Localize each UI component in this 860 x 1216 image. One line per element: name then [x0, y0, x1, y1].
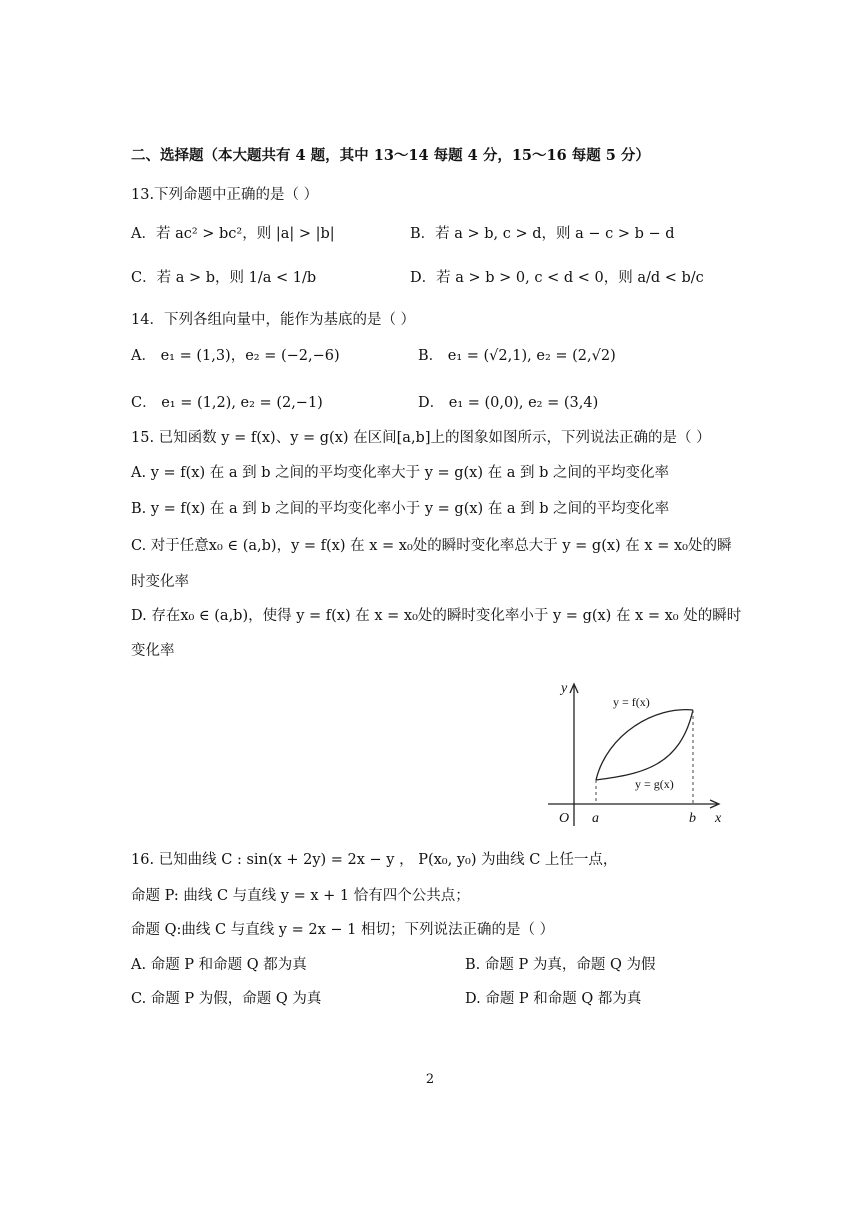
q14-stem: 14．下列各组向量中，能作为基底的是（ ）	[131, 312, 416, 328]
y-axis-label: y	[561, 681, 568, 696]
q13-option-b: B．若 a > b, c > d，则 a − c > b − d	[410, 226, 675, 242]
q15-option-a: A. y = f(x) 在 a 到 b 之间的平均变化率大于 y = g(x) 在 a 到 b 之间的平均变化率	[131, 465, 669, 481]
q16-option-c: C. 命题 P 为假，命题 Q 为真	[131, 991, 322, 1007]
q14-option-c: C． e₁ = (1,2), e₂ = (2,−1)	[131, 395, 323, 411]
q13-stem: 13.下列命题中正确的是（ ）	[131, 187, 319, 203]
f-curve-label: y = f(x)	[613, 695, 650, 709]
q15-option-c-line1: C. 对于任意x₀ ∈ (a,b)，y = f(x) 在 x = x₀处的瞬时变化率总大于 y = g(x) 在 x = x₀处的瞬	[131, 538, 732, 554]
q16-option-b: B. 命题 P 为真，命题 Q 为假	[465, 957, 656, 973]
q13-option-d: D．若 a > b > 0, c < d < 0，则 a/d < b/c	[410, 270, 704, 286]
q16-option-a: A. 命题 P 和命题 Q 都为真	[131, 957, 307, 973]
q14-option-d: D． e₁ = (0,0), e₂ = (3,4)	[418, 395, 599, 411]
q15-option-d-line1: D. 存在x₀ ∈ (a,b)，使得 y = f(x) 在 x = x₀处的瞬时变化率小于 y = g(x) 在 x = x₀ 处的瞬时	[131, 608, 742, 624]
x-axis-label: x	[715, 811, 722, 826]
b-label: b	[689, 811, 696, 826]
q15-option-b: B. y = f(x) 在 a 到 b 之间的平均变化率小于 y = g(x) 在 a 到 b 之间的平均变化率	[131, 501, 670, 517]
q14-option-a: A． e₁ = (1,3)，e₂ = (−2,−6)	[131, 348, 340, 364]
q15-option-c-line2: 时变化率	[131, 574, 189, 590]
q14-option-b: B． e₁ = (√2,1), e₂ = (2,√2)	[418, 348, 616, 364]
section-title: 二、选择题（本大题共有 4 题，其中 13～14 每题 4 分，15～16 每题 5 分）	[131, 147, 650, 164]
q13-option-c: C．若 a > b，则 1/a < 1/b	[131, 270, 317, 286]
q16-proposition-p: 命题 P: 曲线 C 与直线 y = x + 1 恰有四个公共点；	[131, 888, 470, 904]
page-number: 2	[425, 1072, 435, 1087]
q15-option-d-line2: 变化率	[131, 643, 175, 659]
function-graph	[545, 676, 730, 831]
q16-proposition-q: 命题 Q:曲线 C 与直线 y = 2x − 1 相切；下列说法正确的是（ ）	[131, 922, 555, 938]
q16-option-d: D. 命题 P 和命题 Q 都为真	[465, 991, 642, 1007]
a-label: a	[592, 811, 599, 826]
origin-label: O	[559, 811, 570, 826]
q15-stem: 15. 已知函数 y = f(x)、y = g(x) 在区间[a,b]上的图象如图所示，下列说法正确的是（ ）	[131, 430, 711, 446]
q16-stem: 16. 已知曲线 C : sin(x + 2y) = 2x − y ， P(x₀, y₀) 为曲线 C 上任一点，	[131, 852, 618, 868]
g-curve-label: y = g(x)	[635, 777, 674, 791]
q13-option-a: A．若 ac² > bc²，则 |a| > |b|	[131, 226, 335, 242]
